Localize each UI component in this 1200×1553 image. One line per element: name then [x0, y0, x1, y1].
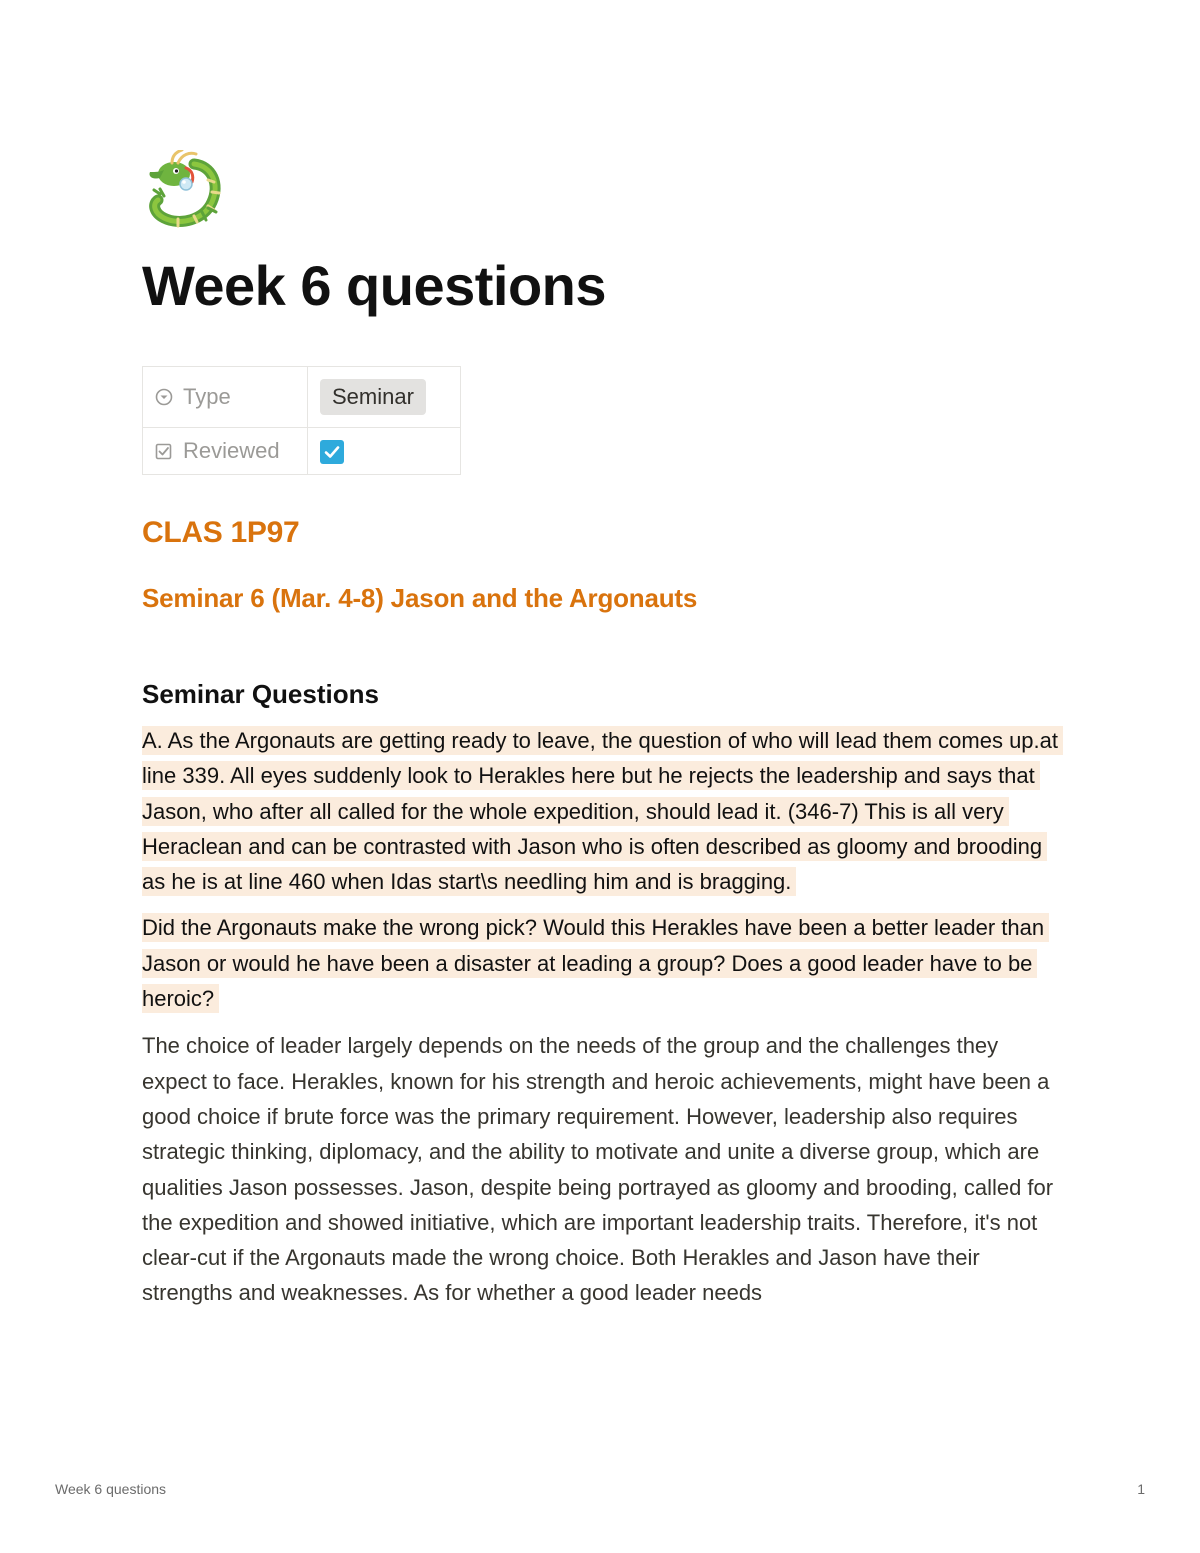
course-heading: CLAS 1P97 — [142, 516, 300, 549]
seminar-heading: Seminar 6 (Mar. 4-8) Jason and the Argonauts — [142, 583, 698, 613]
highlighted-text: Did the Argonauts make the wrong pick? Would this Herakles have been a better leader than Jason or would he have been a disaster at leading a group? Does a good leader have to be heroic? — [142, 913, 1049, 1013]
question-a-paragraph — [142, 723, 1062, 899]
page-title: Week 6 questions — [142, 254, 607, 317]
reviewed-checkbox[interactable] — [320, 440, 344, 464]
checkbox-property-icon — [155, 442, 173, 460]
page-content — [142, 150, 1062, 1311]
checkmark-icon — [322, 442, 342, 462]
dragon-icon — [142, 150, 226, 234]
property-row-type[interactable] — [143, 367, 461, 428]
answer-paragraph: The choice of leader largely depends on the needs of the group and the challenges they expect to face. Herakles, known for his strength and heroic achievements, might have been a good choice if brute force was the primary requirement. However, leadership also requires strategic thinking, diplomacy, and the ability to motivate and unite a diverse group, which are qualities Jason possesses. Jason, despite being portrayed as gloomy and brooding, called for the expedition and showed initiative, which are important leadership traits. Therefore, it's not clear-cut if the Argonauts made the wrong choice. Both Herakles and Jason have their strengths and weaknesses. As for whether a good leader needs — [142, 1033, 1054, 1306]
property-label-type: Type — [183, 384, 231, 409]
highlighted-text: A. As the Argonauts are getting ready to leave, the question of who will lead them comes up.at line 339. All eyes suddenly look to Herakles here but he rejects the leadership and says that Jason, who after all called for the whole expedition, should lead it. (346-7) This is all very Heraclean and can be contrasted with Jason who is often described as gloomy and brooding as he is at line 460 when Idas start\s needling him and is bragging. — [142, 726, 1063, 896]
seminar-questions-heading: Seminar Questions — [142, 679, 379, 709]
footer-title: Week 6 questions — [55, 1481, 167, 1497]
property-value-type[interactable] — [308, 367, 461, 428]
property-name-cell[interactable] — [143, 367, 308, 428]
property-label-reviewed: Reviewed — [183, 438, 280, 463]
property-value-reviewed[interactable] — [308, 428, 461, 475]
question-b-paragraph — [142, 910, 1062, 1016]
property-name-cell[interactable] — [143, 428, 308, 475]
select-property-icon — [155, 388, 173, 406]
property-row-reviewed[interactable] — [143, 428, 461, 475]
type-tag[interactable]: Seminar — [320, 379, 426, 415]
footer-page-number: 1 — [1137, 1481, 1145, 1497]
properties-table — [142, 366, 461, 475]
